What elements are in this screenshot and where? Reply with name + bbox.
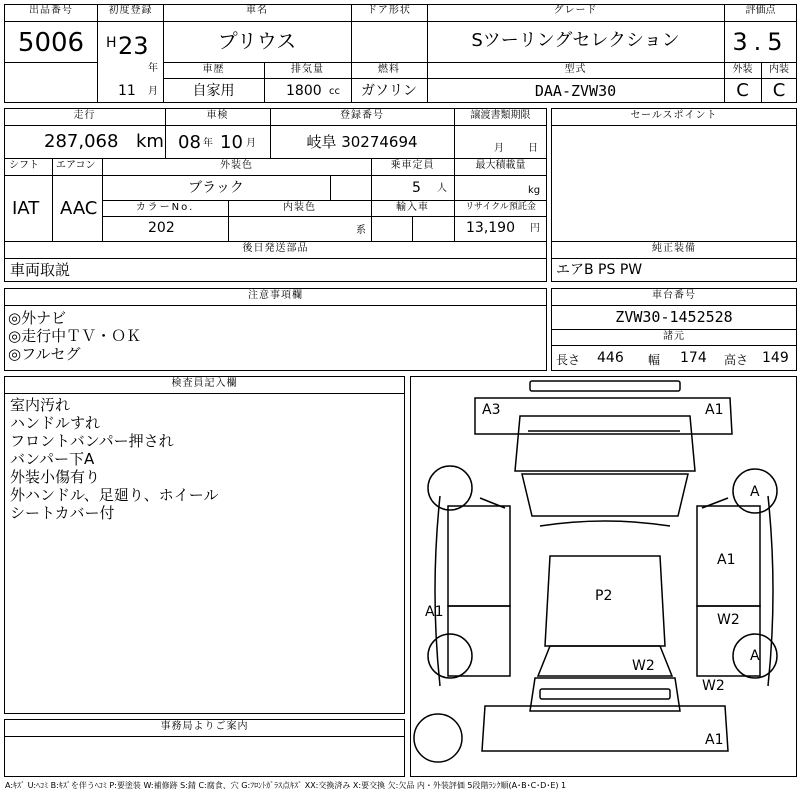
mark-rear-bumper: A1 bbox=[705, 732, 724, 748]
mark-trunk: W2 bbox=[632, 658, 655, 674]
displacement: 1800 bbox=[286, 83, 322, 99]
width: 174 bbox=[680, 350, 707, 366]
sales-point-box bbox=[551, 108, 797, 282]
equip: エアB PS PW bbox=[556, 262, 643, 278]
shift: IAT bbox=[12, 198, 40, 219]
ac: AAC bbox=[60, 198, 98, 219]
dims-label: 諸元 bbox=[663, 331, 685, 342]
chassis-label: 車台番号 bbox=[652, 290, 696, 301]
model: DAA-ZVW30 bbox=[534, 82, 617, 100]
inspector-label: 検査員記入欄 bbox=[171, 378, 238, 389]
mark-front-right: A1 bbox=[705, 402, 724, 418]
ac-label: エアコン bbox=[56, 160, 96, 171]
era-year: 23 bbox=[118, 32, 149, 60]
month-unit: 月 bbox=[148, 86, 158, 97]
load-unit: kg bbox=[528, 185, 541, 196]
inspector-line: バンパー下A bbox=[10, 450, 95, 468]
grade: Sツーリングセレクション bbox=[471, 30, 680, 51]
transfer-label: 譲渡書類期限 bbox=[470, 110, 531, 121]
inspector-line: シートカバー付 bbox=[10, 504, 115, 522]
history-label: 車歴 bbox=[202, 64, 225, 75]
recycle: 13,190 bbox=[466, 220, 515, 236]
inspection-label: 車検 bbox=[206, 110, 229, 121]
interior-color-unit: 系 bbox=[356, 225, 366, 236]
office-label: 事務局よりご案内 bbox=[160, 721, 249, 732]
notes-label: 注意事項欄 bbox=[248, 290, 303, 301]
int-label: 内装 bbox=[769, 64, 789, 75]
interior-color-label: 内装色 bbox=[283, 202, 316, 213]
capacity-label: 乗車定員 bbox=[390, 160, 435, 171]
history: 自家用 bbox=[192, 83, 235, 99]
inspector-line: 室内汚れ bbox=[10, 396, 71, 414]
mark-front-left: A3 bbox=[482, 402, 501, 418]
lot-no-label: 出品番号 bbox=[29, 5, 73, 16]
score-label: 評価点 bbox=[745, 5, 776, 16]
mark-door-fr: A1 bbox=[717, 552, 736, 568]
int-grade: C bbox=[772, 80, 786, 101]
legend: A:ｷｽﾞ U:ﾍｺﾐ B:ｷｽﾞを伴うﾍｺﾐ P:要塗装 W:補修跡 S:錆 C:腐食、穴 G:ﾌﾛﾝﾄｶﾞﾗｽ点ｷｽﾞ XX:交換済み X:要交換 欠:欠品 内・外装評価 5段階ﾗﾝｸ順(A･B･C･D･E) 1 bbox=[5, 781, 567, 790]
shift-label: シフト bbox=[9, 160, 39, 171]
note-line: ◎フルセグ bbox=[8, 345, 81, 363]
recycle-unit: 円 bbox=[530, 223, 540, 234]
car-name: プリウス bbox=[217, 29, 297, 53]
parts-value: 車両取説 bbox=[10, 261, 71, 279]
mileage-unit: km bbox=[136, 131, 164, 152]
car-name-label: 車名 bbox=[246, 5, 268, 16]
inspector-line: 外装小傷有り bbox=[10, 468, 101, 486]
length: 446 bbox=[597, 350, 624, 366]
capacity-unit: 人 bbox=[437, 183, 447, 194]
fuel-label: 燃料 bbox=[378, 64, 400, 75]
car-diagram bbox=[410, 376, 797, 777]
plate: 岐阜 30274694 bbox=[306, 133, 418, 151]
capacity: 5 bbox=[412, 180, 421, 196]
ext-label: 外装 bbox=[732, 64, 753, 75]
first-reg-month: 11 bbox=[118, 83, 136, 99]
color-label: 外装色 bbox=[220, 160, 253, 171]
equip-label: 純正装備 bbox=[652, 243, 696, 254]
lot-no: 5006 bbox=[17, 28, 85, 58]
transfer-month-unit: 月 bbox=[494, 143, 504, 154]
note-line: ◎走行中ＴＶ・ＯＫ bbox=[8, 327, 142, 345]
insp-month: 10 bbox=[220, 132, 243, 153]
insp-year-unit: 年 bbox=[203, 138, 213, 149]
plate-label: 登録番号 bbox=[340, 110, 384, 121]
fuel: ガソリン bbox=[361, 83, 417, 99]
import-label: 輸入車 bbox=[396, 202, 429, 213]
chassis-number: ZVW30-1452528 bbox=[615, 308, 733, 326]
insp-month-unit: 月 bbox=[246, 138, 256, 149]
model-label: 型式 bbox=[564, 64, 587, 75]
sales-label: セールスポイント bbox=[630, 110, 718, 121]
length-label: 長さ bbox=[556, 353, 581, 367]
mark-wheel-rr: A bbox=[750, 648, 760, 664]
era: H bbox=[106, 35, 117, 51]
mark-roof: P2 bbox=[595, 588, 613, 604]
door-label: ドア形状 bbox=[367, 5, 411, 16]
first-reg-label: 初度登録 bbox=[108, 5, 153, 16]
width-label: 幅 bbox=[648, 353, 661, 367]
mark-door-rr: W2 bbox=[717, 612, 740, 628]
height: 149 bbox=[762, 350, 789, 366]
color: ブラック bbox=[188, 180, 244, 196]
mark-left-side: A1 bbox=[425, 604, 444, 620]
mark-wheel-fr: A bbox=[750, 484, 760, 500]
load-label: 最大積載量 bbox=[475, 160, 526, 171]
parts-label: 後日発送部品 bbox=[242, 243, 309, 254]
inspector-line: ハンドルすれ bbox=[10, 414, 101, 432]
insp-year: 08 bbox=[178, 132, 201, 153]
grade-label: グレード bbox=[553, 5, 598, 16]
height-label: 高さ bbox=[724, 353, 749, 367]
transfer-day-unit: 日 bbox=[528, 143, 538, 154]
recycle-label: リサイクル預託金 bbox=[465, 202, 536, 212]
displacement-label: 排気量 bbox=[291, 64, 324, 75]
displacement-unit: cc bbox=[329, 86, 340, 97]
mileage: 287,068 bbox=[44, 131, 119, 152]
mileage-label: 走行 bbox=[73, 110, 96, 121]
score: 3.5 bbox=[732, 28, 789, 56]
color-no: 202 bbox=[148, 220, 175, 236]
color-no-label: カラーNo. bbox=[135, 202, 195, 213]
inspector-line: フロントバンパー押され bbox=[10, 432, 174, 450]
mark-rear-right: W2 bbox=[702, 678, 725, 694]
note-line: ◎外ナビ bbox=[8, 309, 67, 327]
inspector-line: 外ハンドル、足廻り、ホイール bbox=[10, 486, 219, 504]
ext-grade: C bbox=[736, 80, 749, 101]
year-unit: 年 bbox=[148, 63, 158, 74]
